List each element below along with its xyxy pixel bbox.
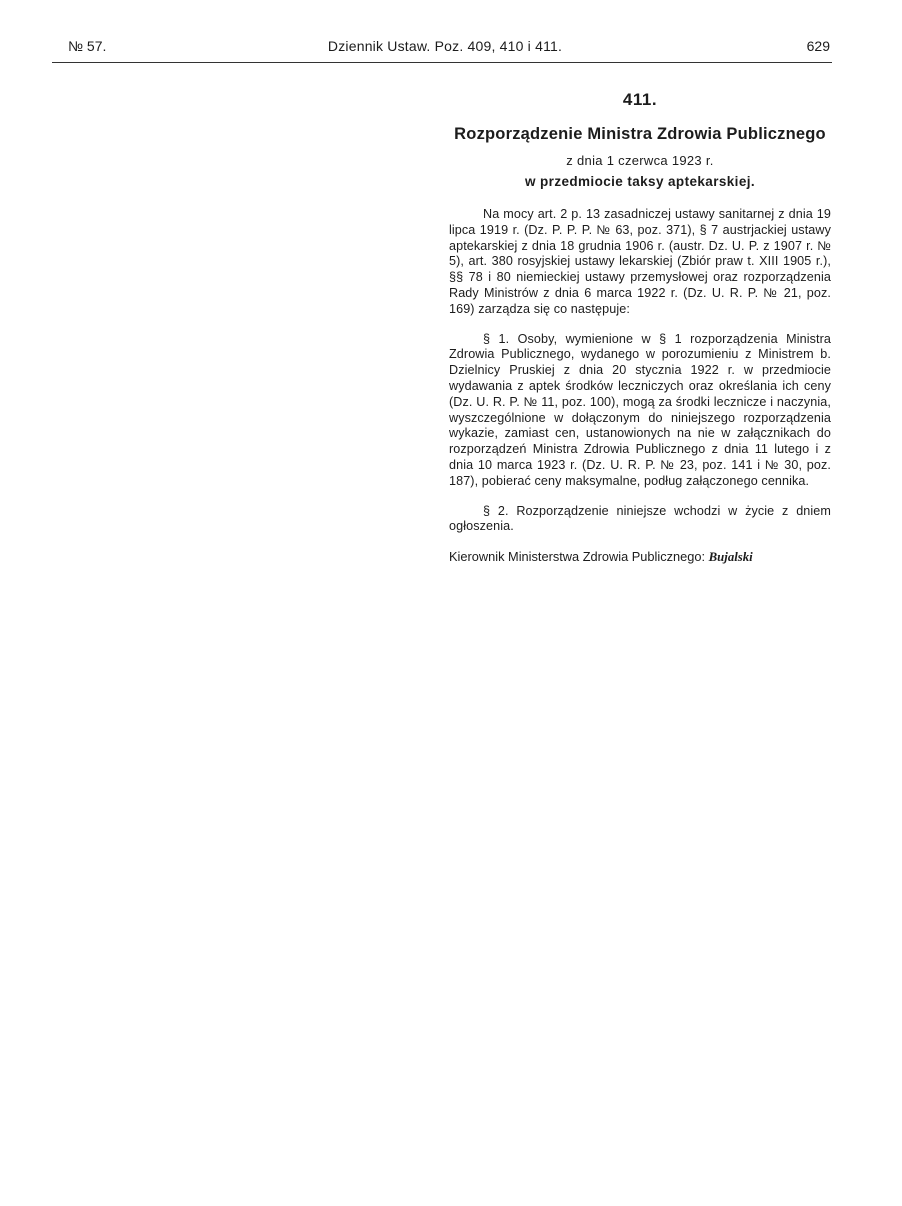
page-number: 629: [806, 38, 830, 54]
signer-name: Bujalski: [708, 550, 753, 565]
running-header: [60, 38, 830, 60]
document-date: z dnia 1 czerwca 1923 r.: [566, 153, 714, 168]
signature-label: Kierownik Ministerstwa Zdrowia Publicznego:: [449, 549, 706, 565]
header-divider: [52, 62, 832, 63]
signature-line: [449, 549, 831, 565]
position-number: 411.: [622, 90, 658, 109]
section-2-paragraph: § 2. Rozporządzenie niniejsze wchodzi w życie z dniem ogłoszenia.: [449, 503, 831, 534]
issue-number: № 57.: [68, 38, 107, 54]
document-subject: w przedmiocie taksy aptekarskiej.: [524, 174, 756, 189]
section-1-paragraph: § 1. Osoby, wymienione w § 1 rozporządzenia Ministra Zdrowia Publicznego, wydanego w porozumieniu z Ministrem b. Dzielnicy Pruskiej z dnia 20 stycznia 1922 r. w przedmiocie wydawania z aptek środków leczniczych oraz określania ich ceny (Dz. U. R. P. № 11, poz. 100), mogą za środki lecznicze i naczynia, wyszczególnione w dołączonym do niniejszego rozporządzenia wykazie, zamiast cen, ustanowionych na nie w załącznikach do rozporządzeń Ministra Zdrowia Publicznego z dnia 11 lutego i z dnia 10 marca 1923 r. (Dz. U. R. P. № 23, poz. 141 i № 30, poz. 187), pobierać ceny maksymalne, podług załączonego cennika.: [449, 331, 831, 488]
document-title: Rozporządzenie Ministra Zdrowia Publicznego: [454, 125, 826, 143]
preamble-paragraph: Na mocy art. 2 p. 13 zasadniczej ustawy sanitarnej z dnia 19 lipca 1919 r. (Dz. P. P. P. № 63, poz. 371), § 7 austrjackiej ustawy aptekarskiej z dnia 18 grudnia 1906 r. (austr. Dz. U. P. z 1907 r. № 5), art. 380 rosyjskiej ustawy lekarskiej (Zbiór praw t. XIII 1905 r.), §§ 78 i 80 niemieckiej ustawy przemysłowej oraz rozporządzenia Rady Ministrów z dnia 6 marca 1922 r. (Dz. U. R. P. № 21, poz. 169) zarządza się co następuje:: [449, 207, 831, 316]
journal-reference: Dziennik Ustaw. Poz. 409, 410 i 411.: [327, 38, 563, 54]
right-column: [449, 90, 831, 565]
